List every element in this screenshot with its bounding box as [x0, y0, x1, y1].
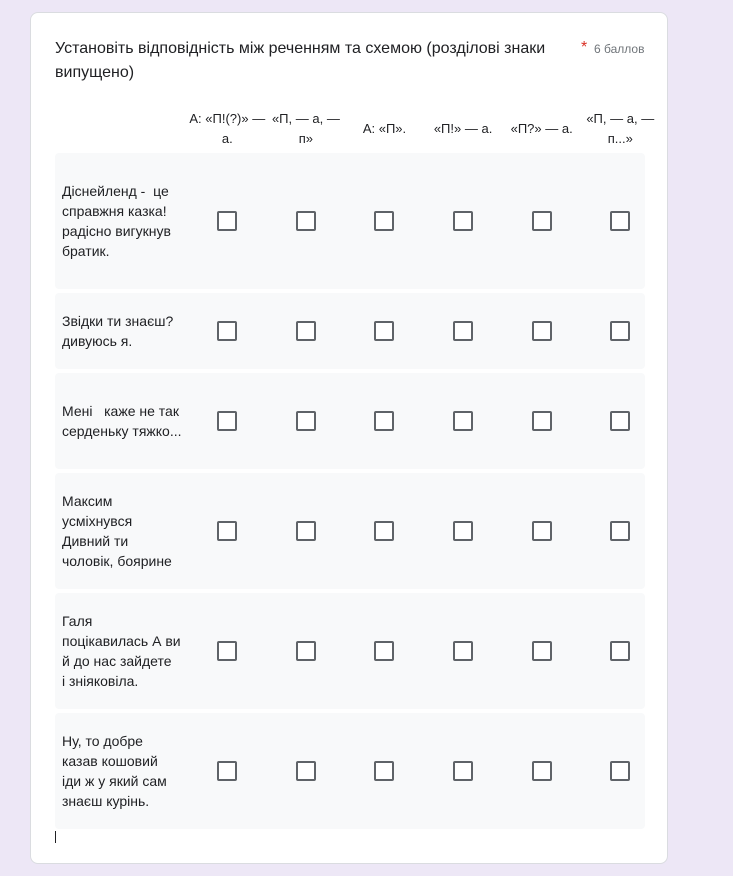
- text-cursor: [55, 831, 56, 843]
- checkbox[interactable]: [532, 641, 552, 661]
- checkbox[interactable]: [374, 411, 394, 431]
- checkbox[interactable]: [374, 321, 394, 341]
- checkbox[interactable]: [296, 211, 316, 231]
- required-mark: *: [581, 39, 588, 56]
- checkbox[interactable]: [374, 521, 394, 541]
- checkbox[interactable]: [453, 211, 473, 231]
- column-header-2: «П, — а, — п»: [271, 111, 340, 146]
- grid-row-1: [55, 153, 645, 289]
- checkbox[interactable]: [296, 641, 316, 661]
- checkbox[interactable]: [610, 411, 630, 431]
- checkbox[interactable]: [217, 321, 237, 341]
- checkbox[interactable]: [532, 321, 552, 341]
- checkbox[interactable]: [374, 211, 394, 231]
- question-title: Установіть відповідність між реченням та схемою (розділові знаки випущено): [55, 40, 546, 81]
- column-header-4: «П!» — а.: [433, 121, 493, 136]
- checkbox[interactable]: [532, 411, 552, 431]
- checkbox[interactable]: [296, 521, 316, 541]
- grid-header: [55, 105, 655, 153]
- checkbox[interactable]: [296, 411, 316, 431]
- row-label: Діснейленд - це справжня казка! радісно вигукнув братик.: [62, 183, 177, 259]
- checkbox[interactable]: [453, 321, 473, 341]
- question-card: [30, 12, 668, 864]
- grid-row-3: [55, 373, 645, 469]
- checkbox[interactable]: [217, 761, 237, 781]
- checkbox[interactable]: [610, 761, 630, 781]
- column-header-1: А: «П!(?)» — а.: [189, 111, 266, 146]
- checkbox[interactable]: [453, 761, 473, 781]
- checkbox[interactable]: [217, 641, 237, 661]
- column-header-6: «П, — а, — п...»: [586, 111, 655, 146]
- checkbox[interactable]: [453, 521, 473, 541]
- checkbox[interactable]: [217, 411, 237, 431]
- checkbox[interactable]: [532, 521, 552, 541]
- row-label: Галя поцікавилась А ви й до нас зайдете і зніяковіла.: [62, 613, 185, 689]
- checkbox[interactable]: [610, 211, 630, 231]
- checkbox[interactable]: [532, 211, 552, 231]
- checkbox[interactable]: [610, 321, 630, 341]
- grid-row-5: [55, 593, 645, 709]
- checkbox[interactable]: [217, 521, 237, 541]
- checkbox[interactable]: [610, 521, 630, 541]
- row-label: Звідки ти знаєш? дивуюсь я.: [62, 313, 178, 349]
- checkbox[interactable]: [610, 641, 630, 661]
- checkbox[interactable]: [374, 761, 394, 781]
- checkbox[interactable]: [217, 211, 237, 231]
- checkbox[interactable]: [296, 321, 316, 341]
- checkbox[interactable]: [532, 761, 552, 781]
- checkbox[interactable]: [374, 641, 394, 661]
- checkbox[interactable]: [296, 761, 316, 781]
- column-header-5: «П?» — а.: [510, 121, 573, 136]
- row-label: Мені каже не так серденьку тяжко...: [62, 403, 183, 439]
- checkbox-grid: [55, 105, 655, 833]
- grid-row-4: [55, 473, 645, 589]
- column-header-3: А: «П».: [362, 121, 407, 136]
- grid-row-2: [55, 293, 645, 369]
- points-label: 6 баллов: [594, 42, 645, 56]
- row-label: Максим усміхнувся Дивний ти чоловік, боярине: [62, 493, 172, 569]
- grid-row-6: [55, 713, 645, 829]
- checkbox[interactable]: [453, 411, 473, 431]
- row-label: Ну, то добре казав кошовий іди ж у який сам знаєш курінь.: [62, 733, 171, 809]
- checkbox[interactable]: [453, 641, 473, 661]
